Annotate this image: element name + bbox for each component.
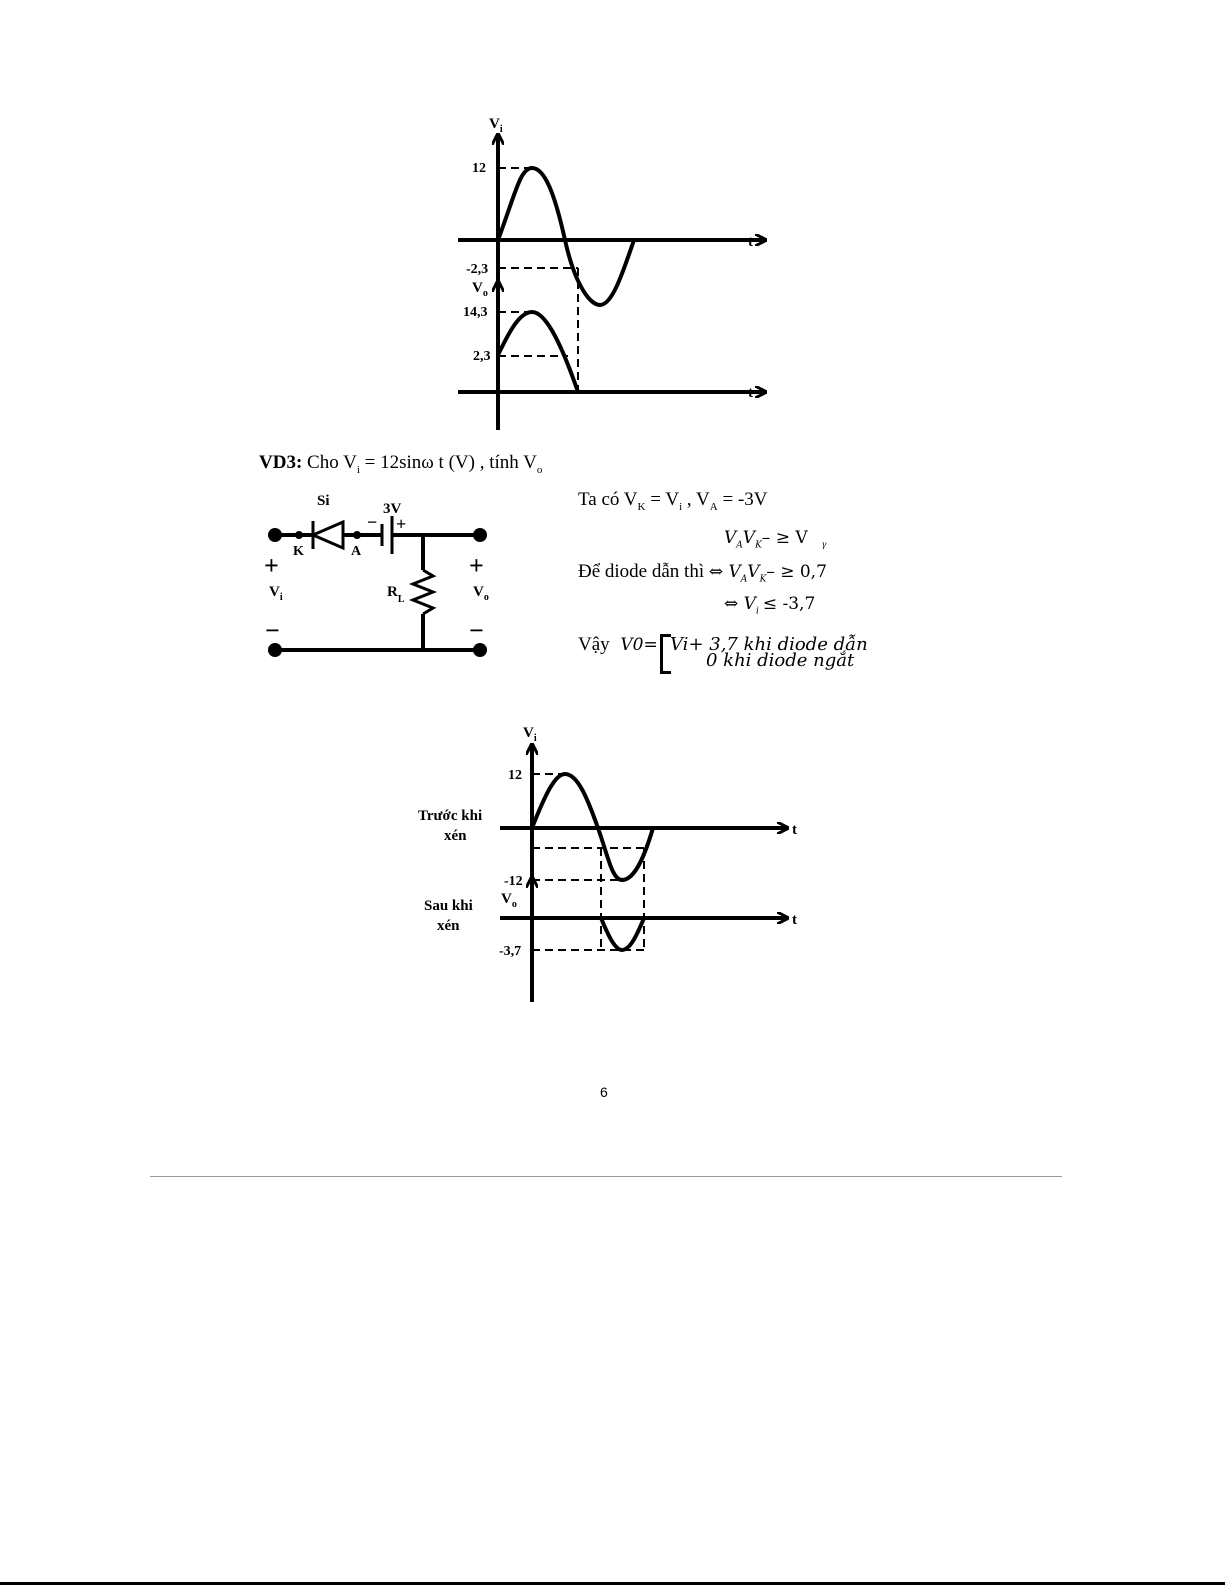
tick-label-neg-2-3: -2,3 bbox=[466, 262, 489, 277]
derivation-line-2 bbox=[724, 528, 826, 550]
t-label-top: t bbox=[748, 234, 753, 250]
line4-post: ≤ -3,7 bbox=[762, 594, 816, 614]
label-vi-plus: + bbox=[264, 551, 279, 580]
derivation-line-3 bbox=[578, 561, 827, 584]
derivation-line-4 bbox=[724, 594, 815, 616]
result-case-1: Vi+ 3,7 khi diode dẫn bbox=[670, 634, 868, 655]
line1-mid2: , V bbox=[682, 489, 710, 510]
line2-sub-k: K bbox=[755, 540, 762, 551]
battery-plus: + bbox=[396, 514, 407, 534]
page-number: 6 bbox=[600, 1084, 608, 1100]
vo-curve bbox=[498, 312, 578, 392]
line1-sub-a: A bbox=[709, 500, 718, 513]
label-vo-minus: − bbox=[469, 616, 484, 645]
label-vo: $V_o$ bbox=[473, 584, 489, 603]
tick-label-12: 12 bbox=[472, 161, 486, 176]
example-sub-i: i bbox=[356, 463, 360, 476]
line2-sub-a: A bbox=[736, 540, 743, 551]
after-clip-label-2: xén bbox=[437, 918, 460, 934]
label-3v: 3V bbox=[383, 501, 402, 517]
node-k bbox=[295, 531, 303, 539]
label-a: A bbox=[351, 544, 362, 559]
result-label: Vậy bbox=[578, 634, 610, 655]
line1-mid: = V bbox=[645, 489, 680, 510]
figure-waveform-1 bbox=[0, 0, 1225, 440]
line4-vi: ⇔ V bbox=[724, 594, 756, 614]
vi-label-2: $V_i$ bbox=[523, 725, 537, 744]
line1-post: = -3V bbox=[717, 489, 768, 510]
resistor-symbol bbox=[413, 570, 433, 614]
vo-label-2: $V_o$ bbox=[501, 891, 517, 910]
result-v0: V0= bbox=[620, 635, 658, 655]
tick-label-neg-3-7: -3,7 bbox=[499, 944, 522, 959]
derivation-result bbox=[578, 634, 658, 656]
example-label: VD3: bbox=[259, 452, 303, 473]
result-case-2: 0 khi diode ngắt bbox=[706, 650, 855, 671]
vi-label: $V_i$ bbox=[489, 116, 503, 135]
tick-label-12-2: 12 bbox=[508, 768, 522, 783]
battery-minus: − bbox=[367, 512, 378, 532]
line2-op: – ≥ V bbox=[761, 528, 808, 548]
line1-pre: Ta có V bbox=[578, 489, 638, 510]
line3-math: ⇔ $V_AV_K- \ge 0,7$ bbox=[708, 562, 827, 585]
example-text-mid: = 12sinω t (V) , tính V bbox=[359, 452, 537, 473]
line1-sub-k: K bbox=[637, 500, 646, 513]
label-vo-plus: + bbox=[469, 551, 484, 580]
circuit-diagram bbox=[255, 488, 505, 668]
vo-clipped-curve bbox=[601, 918, 644, 950]
diode-symbol bbox=[313, 522, 343, 548]
example-sub-o: o bbox=[536, 463, 543, 476]
t-label-bottom: t bbox=[748, 385, 753, 401]
after-clip-label-1: Sau khi bbox=[424, 898, 473, 914]
t-label-bottom-2: t bbox=[792, 912, 797, 928]
t-label-top-2: t bbox=[792, 822, 797, 838]
line2-va: V bbox=[724, 528, 737, 548]
terminal-top-left bbox=[268, 528, 282, 542]
tick-label-14-3: 14,3 bbox=[463, 305, 488, 320]
line2-gamma: γ bbox=[821, 540, 827, 550]
label-vi: $V_i$ bbox=[269, 584, 283, 603]
tick-label-2-3: 2,3 bbox=[473, 349, 491, 364]
label-rl: $R_L$ bbox=[387, 584, 405, 605]
terminal-bottom-right bbox=[473, 643, 487, 657]
figure-waveform-2 bbox=[0, 710, 1225, 1010]
vo-label: $V_o$ bbox=[472, 280, 488, 299]
derivation-line-1 bbox=[578, 489, 768, 513]
label-si: Si bbox=[317, 493, 330, 509]
example-heading-line bbox=[259, 452, 542, 476]
line2-vk: V bbox=[742, 528, 756, 548]
vi-sine-wave bbox=[498, 168, 634, 305]
line3-text: Để diode dẫn thì bbox=[578, 561, 705, 582]
page-divider bbox=[150, 1176, 1062, 1177]
before-clip-label-2: xén bbox=[444, 828, 467, 844]
before-clip-label-1: Trước khi bbox=[418, 808, 483, 824]
label-vi-minus: − bbox=[265, 616, 280, 645]
node-a bbox=[353, 531, 361, 539]
example-text-pre: Cho V bbox=[302, 452, 357, 473]
label-k: K bbox=[293, 544, 304, 559]
terminal-top-right bbox=[473, 528, 487, 542]
line4-sub-i: i bbox=[755, 606, 759, 617]
line1-sub-i: i bbox=[679, 500, 683, 513]
terminal-bottom-left bbox=[268, 643, 282, 657]
tick-label-neg-12: -12 bbox=[504, 874, 523, 889]
